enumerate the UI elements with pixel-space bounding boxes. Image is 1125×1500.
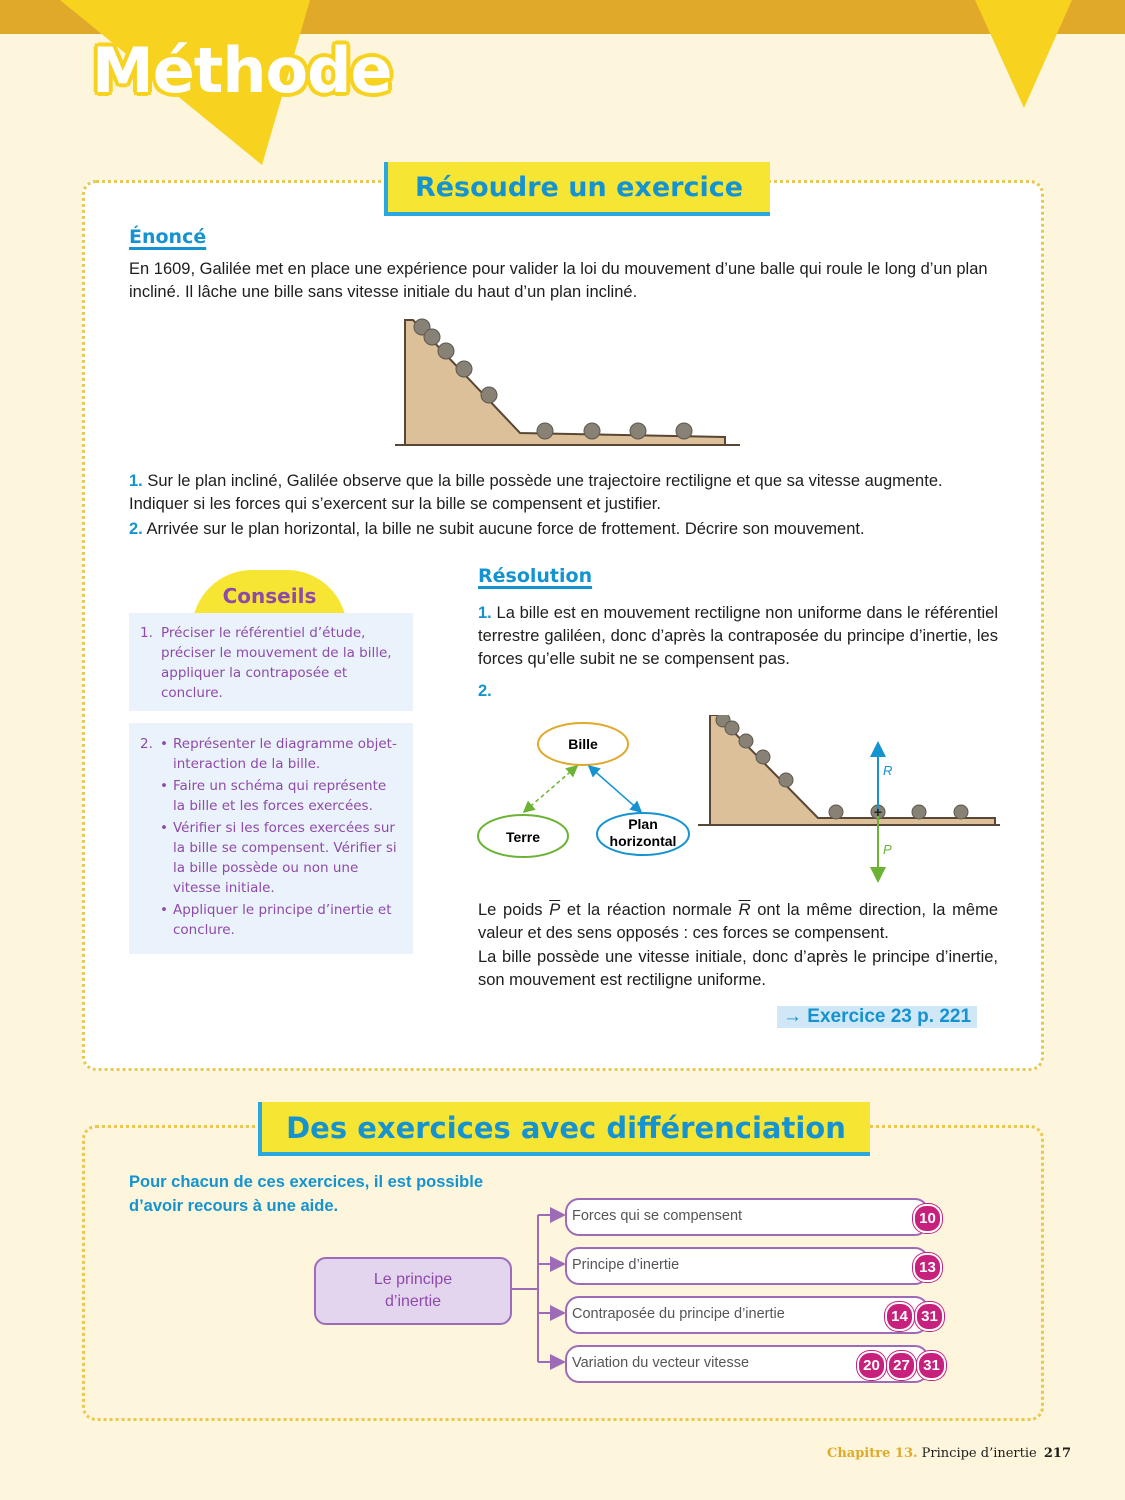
resolution-2-text: Le poids $\overline{P}$ et la réaction normale $\overline{R}$ ont la même direction, la même valeur et des sens opposés : ces forces se compensent. xyxy=(478,901,999,942)
branch-variation-badges xyxy=(856,1351,946,1380)
exercise-badge[interactable]: 31 xyxy=(915,1302,944,1331)
branch-principe-badges xyxy=(912,1253,942,1282)
exercise-badge[interactable]: 14 xyxy=(885,1302,914,1331)
exercise-badge[interactable]: 31 xyxy=(917,1351,946,1380)
differentiation-intro: Pour chacun de ces exercices, il est possible d’avoir recours à une aide. xyxy=(129,1173,484,1215)
exercise-badge[interactable]: 27 xyxy=(887,1351,916,1380)
exercise-badge[interactable]: 10 xyxy=(913,1204,942,1233)
branch-forces-badges xyxy=(912,1204,942,1233)
tip-1-text: Préciser le référentiel d’étude, préciser le mouvement de la bille, appliquer la contraposée et conclure. xyxy=(161,625,392,701)
question-1: 1. Sur le plan incliné, Galilée observe que la bille possède une trajectoire rectiligne et que sa vitesse augmente. Indiquer si les forces qui s’exercent sur la bille se compensent et justifier. xyxy=(129,472,943,513)
resolution-1: 1. La bille est en mouvement rectiligne non uniforme dans le référentiel terrestre galiléen, donc d’après la contraposée du principe d’inertie, les forces qu’elle subit ne se compensent pas. xyxy=(478,604,998,668)
exercise-badge[interactable]: 20 xyxy=(857,1351,886,1380)
footer-topic: Principe d’inertie xyxy=(921,1446,1037,1461)
method-title: Résoudre un exercice xyxy=(384,162,770,216)
question-2: 2. Arrivée sur le plan horizontal, la bille ne subit aucune force de frottement. Décrire son mouvement. xyxy=(129,520,865,538)
footer-chapter: Chapitre 13. xyxy=(827,1446,918,1461)
statement-heading: Énoncé xyxy=(129,226,207,248)
statement-text: En 1609, Galilée met en place une expérience pour valider la loi du mouvement d’une balle qui roule le long d’un plan incliné. Il lâche une bille sans vitesse initiale du haut d’un plan incliné. xyxy=(129,260,988,301)
branch-contraposee[interactable]: Contraposée du principe d’inertie xyxy=(565,1296,929,1334)
resolution-2-conclusion: La bille possède une vitesse initiale, donc d’après le principe d’inertie, son mouvement est rectiligne uniforme. xyxy=(478,948,998,989)
tip-1-number: 1. xyxy=(140,625,153,641)
branch-contraposee-badges xyxy=(884,1302,944,1331)
plan-label-2: horizontal xyxy=(609,833,677,849)
interaction-diagram xyxy=(470,715,1000,890)
resolution-2-number: 2. xyxy=(478,682,492,700)
incline-illustration xyxy=(395,315,740,450)
exercise-link[interactable]: → Exercice 23 p. 221 xyxy=(777,1006,977,1028)
resolution-heading: Résolution xyxy=(478,565,593,587)
bille-label: Bille xyxy=(568,736,598,752)
plan-label-1: Plan xyxy=(628,816,658,832)
root-concept: Le principe d’inertie xyxy=(314,1257,512,1325)
terre-bille-interaction xyxy=(525,767,576,811)
page-number: 217 xyxy=(1043,1446,1071,1461)
tips-title: Conseils xyxy=(222,584,317,608)
page-footer xyxy=(827,1446,1071,1461)
exercise-badge[interactable]: 13 xyxy=(913,1253,942,1282)
branch-forces[interactable]: Forces qui se compensent xyxy=(565,1198,929,1236)
differentiation-title: Des exercices avec différenciation xyxy=(258,1102,870,1156)
tip-2-number: 2. xyxy=(140,736,153,752)
page-title: Méthode xyxy=(92,34,392,107)
terre-label: Terre xyxy=(506,829,540,845)
tip-2-list: • Représenter le diagramme objet-interaction de la bille. • Faire un schéma qui représente la bille et les forces exercées. • Vérifier si les forces exercées sur la bille se compensent. Vérifier si la bille possède ou non une vitesse initiale. • Appliquer le principe d’inertie et conclure. xyxy=(160,736,397,938)
svg-text:+: + xyxy=(873,804,883,820)
branch-variation[interactable]: Variation du vecteur vitesse xyxy=(565,1345,929,1383)
label-R: R xyxy=(883,763,893,778)
branch-principe[interactable]: Principe d’inertie xyxy=(565,1247,929,1285)
plan-bille-interaction xyxy=(590,767,640,811)
label-P: P xyxy=(883,842,892,857)
